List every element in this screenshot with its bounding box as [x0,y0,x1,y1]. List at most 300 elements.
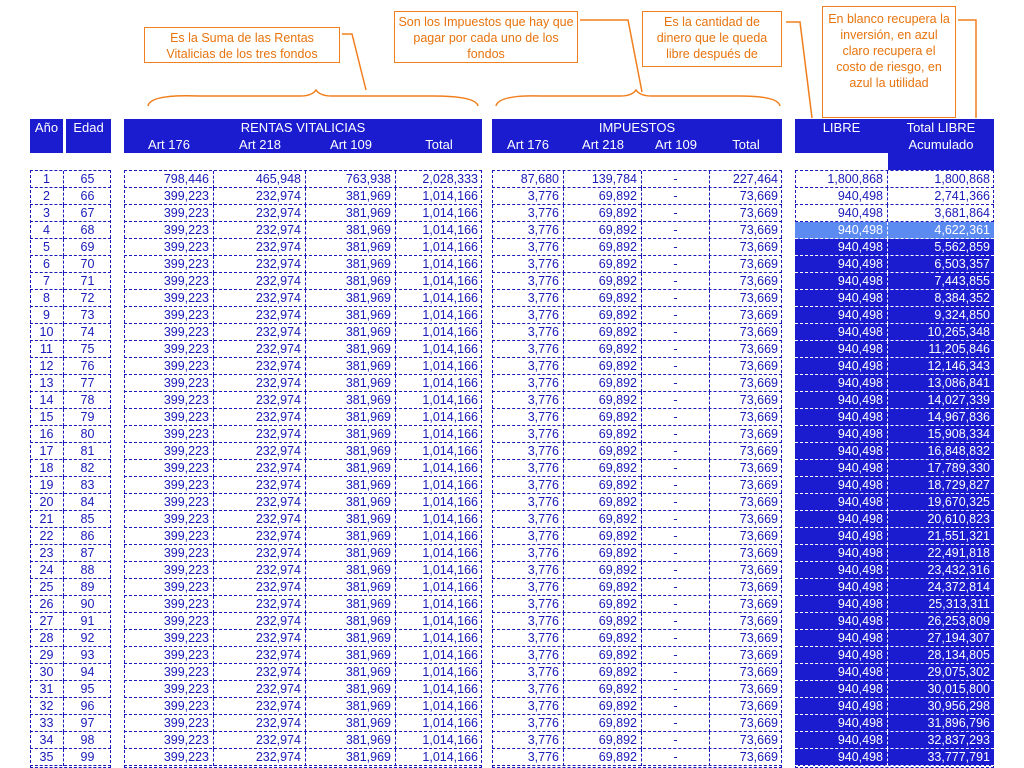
cell-impuestos-art109: - [642,664,710,681]
table-row [795,239,994,256]
cell-rentas-art176: 399,223 [124,579,214,596]
cell-total-acumulado: 29,075,302 [888,664,994,681]
cell-libre: 940,498 [795,579,888,596]
cell-rentas-total: 1,014,166 [422,189,478,203]
table-row [492,715,782,732]
cell-rentas-art218: 232,974 [214,698,306,715]
cell-libre: 940,498 [795,698,888,715]
cell-rentas-art218: 232,974 [214,460,306,477]
annotation-suma-rentas: Es la Suma de las Rentas Vitalicias de los tres fondos [144,27,340,63]
table-row [795,290,994,307]
cell-rentas-art176: 399,223 [124,681,214,698]
cell-anio: 1 [30,171,64,188]
cell-rentas-art218: 232,974 [214,562,306,579]
table-row [795,681,994,698]
cell-rentas-art218: 232,974 [214,222,306,239]
cell-impuestos-total: 73,669 [739,546,778,560]
cell-impuestos-total: 73,669 [739,189,778,203]
table-row [795,188,994,205]
cell-impuestos-total: 73,669 [739,393,778,407]
table-row [795,749,994,766]
cell-impuestos-art109: - [642,698,710,715]
cell-impuestos-art176: 3,776 [492,392,564,409]
table-row [795,273,994,290]
cell-anio: 8 [30,290,64,307]
cell-anio: 10 [30,324,64,341]
cell-rentas-art176: 399,223 [124,256,214,273]
table-row [124,596,482,613]
cell-edad: 96 [80,699,95,713]
cell-edad: 84 [80,495,95,509]
cell-anio: 22 [30,528,64,545]
cell-edad: 77 [80,376,95,390]
cell-impuestos-total: 73,669 [739,580,778,594]
cell-rentas-art109: 381,969 [306,477,396,494]
cell-edad: 99 [80,750,95,764]
cell-anio: 31 [30,681,64,698]
cell-rentas-art218: 465,948 [214,171,306,188]
cell-rentas-art109: 381,969 [306,205,396,222]
cell-total-acumulado: 7,443,855 [888,273,994,290]
table-row [124,715,482,732]
cell-rentas-total: 1,014,166 [422,631,478,645]
cell-impuestos-total: 73,669 [739,444,778,458]
cell-impuestos-art218: 69,892 [564,749,642,766]
header-impuestos: IMPUESTOS [492,119,782,136]
table-row [124,477,482,494]
cell-rentas-art218: 232,974 [214,596,306,613]
cell-rentas-art109: 381,969 [306,443,396,460]
cell-rentas-art176: 399,223 [124,528,214,545]
cell-rentas-art218: 232,974 [214,392,306,409]
cell-anio: 29 [30,647,64,664]
cell-rentas-art109: 381,969 [306,545,396,562]
table-row [124,324,482,341]
cell-impuestos-art218: 69,892 [564,494,642,511]
cell-libre: 940,498 [795,392,888,409]
table-row [30,528,111,545]
cell-impuestos-art218: 69,892 [564,273,642,290]
cell-libre: 940,498 [795,596,888,613]
row-divider [30,765,111,766]
cell-total-acumulado: 2,741,366 [934,189,990,203]
table-row [795,477,994,494]
table-row [492,698,782,715]
cell-rentas-art109: 381,969 [306,681,396,698]
header-anio: Año [30,119,63,153]
cell-anio: 27 [30,613,64,630]
table-row [124,188,482,205]
cell-impuestos-art109: - [642,630,710,647]
table-row [30,494,111,511]
cell-impuestos-art109: - [642,545,710,562]
cell-impuestos-total: 73,669 [739,495,778,509]
cell-impuestos-art109: - [642,715,710,732]
cell-rentas-art218: 232,974 [214,630,306,647]
cell-rentas-art176: 399,223 [124,664,214,681]
table-row [124,494,482,511]
cell-rentas-art109: 381,969 [306,392,396,409]
cell-total-acumulado: 30,956,298 [888,698,994,715]
table-row [795,426,994,443]
table-row [795,664,994,681]
cell-total-acumulado: 8,384,352 [888,290,994,307]
cell-rentas-total: 1,014,166 [422,733,478,747]
table-row [30,375,111,392]
cell-total-acumulado: 6,503,357 [888,256,994,273]
table-row [492,375,782,392]
cell-impuestos-art218: 69,892 [564,511,642,528]
table-row [124,239,482,256]
cell-impuestos-art176: 3,776 [492,579,564,596]
cell-edad: 87 [80,546,95,560]
cell-impuestos-art218: 69,892 [564,290,642,307]
cell-impuestos-total: 73,669 [739,342,778,356]
table-row [492,613,782,630]
cell-rentas-art218: 232,974 [214,239,306,256]
cell-total-acumulado: 19,670,325 [888,494,994,511]
cell-rentas-art176: 399,223 [124,715,214,732]
cell-rentas-art109: 381,969 [306,358,396,375]
cell-edad: 95 [80,682,95,696]
cell-impuestos-total: 73,669 [739,529,778,543]
cell-rentas-art176: 399,223 [124,596,214,613]
cell-libre: 940,498 [795,664,888,681]
table-row [492,647,782,664]
cell-anio: 20 [30,494,64,511]
table-row [492,511,782,528]
cell-total-acumulado: 1,800,868 [934,172,990,186]
cell-libre: 940,498 [795,188,888,205]
table-row [795,205,994,222]
cell-rentas-art218: 232,974 [214,188,306,205]
cell-impuestos-art176: 3,776 [492,749,564,766]
table-row [124,392,482,409]
cell-libre: 940,498 [795,307,888,324]
cell-rentas-art176: 399,223 [124,477,214,494]
cell-rentas-total: 1,014,166 [422,580,478,594]
cell-edad: 82 [80,461,95,475]
cell-rentas-total: 1,014,166 [422,478,478,492]
cell-impuestos-total: 73,669 [739,410,778,424]
cell-libre: 940,498 [795,256,888,273]
cell-anio: 18 [30,460,64,477]
table-row [30,256,111,273]
cell-impuestos-art109: - [642,494,710,511]
annotation-colores: En blanco recupera la inversión, en azul claro recupera el costo de riesgo, en azul la utilidad [822,6,956,118]
cell-rentas-art176: 399,223 [124,290,214,307]
cell-total-acumulado: 22,491,818 [888,545,994,562]
table-row [492,307,782,324]
cell-rentas-art218: 232,974 [214,477,306,494]
cell-rentas-art176: 399,223 [124,460,214,477]
cell-impuestos-art176: 3,776 [492,222,564,239]
cell-libre: 940,498 [795,324,888,341]
cell-anio: 16 [30,426,64,443]
cell-rentas-art109: 381,969 [306,511,396,528]
cell-edad: 72 [80,291,95,305]
cell-impuestos-art109: - [642,205,710,222]
cell-impuestos-art109: - [642,562,710,579]
cell-impuestos-art176: 3,776 [492,528,564,545]
cell-libre: 940,498 [795,647,888,664]
table-row [30,545,111,562]
cell-libre: 940,498 [795,239,888,256]
cell-rentas-total: 1,014,166 [422,427,478,441]
cell-libre: 940,498 [795,341,888,358]
cell-rentas-art109: 381,969 [306,630,396,647]
cell-impuestos-total: 73,669 [739,733,778,747]
table-row [492,171,782,188]
cell-rentas-art109: 763,938 [306,171,396,188]
cell-rentas-art218: 232,974 [214,426,306,443]
cell-impuestos-total: 73,669 [739,750,778,764]
table-row [30,613,111,630]
cell-edad: 90 [80,597,95,611]
cell-impuestos-art218: 69,892 [564,715,642,732]
cell-rentas-art176: 399,223 [124,647,214,664]
cell-rentas-art109: 381,969 [306,647,396,664]
table-row [492,392,782,409]
cell-impuestos-total: 73,669 [739,274,778,288]
cell-rentas-art176: 399,223 [124,630,214,647]
cell-impuestos-art109: - [642,749,710,766]
cell-impuestos-art218: 69,892 [564,409,642,426]
header-impuestos-art109: Art 109 [642,136,710,153]
cell-anio: 15 [30,409,64,426]
cell-rentas-art176: 399,223 [124,188,214,205]
cell-edad: 75 [80,342,95,356]
cell-rentas-art109: 381,969 [306,409,396,426]
cell-rentas-art109: 381,969 [306,579,396,596]
cell-rentas-art176: 399,223 [124,494,214,511]
cell-impuestos-art218: 69,892 [564,647,642,664]
cell-rentas-total: 1,014,166 [422,648,478,662]
cell-impuestos-art176: 3,776 [492,307,564,324]
cell-impuestos-art176: 3,776 [492,426,564,443]
cell-rentas-art176: 399,223 [124,613,214,630]
header-total-libre-acumulado: Total LIBRE Acumulado [888,119,994,170]
cell-rentas-art109: 381,969 [306,375,396,392]
table-row [795,596,994,613]
cell-total-acumulado: 9,324,850 [888,307,994,324]
cell-rentas-art218: 232,974 [214,205,306,222]
table-row [124,647,482,664]
table-row [795,647,994,664]
table-row [30,477,111,494]
cell-impuestos-art218: 69,892 [564,426,642,443]
cell-impuestos-art176: 3,776 [492,375,564,392]
cell-rentas-art109: 381,969 [306,239,396,256]
cell-impuestos-art176: 3,776 [492,290,564,307]
cell-impuestos-art109: - [642,579,710,596]
cell-rentas-art109: 381,969 [306,307,396,324]
cell-rentas-total: 1,014,166 [422,308,478,322]
cell-rentas-art176: 399,223 [124,443,214,460]
cell-rentas-total: 1,014,166 [422,376,478,390]
table-row [124,630,482,647]
cell-rentas-art218: 232,974 [214,409,306,426]
table-row [795,494,994,511]
cell-impuestos-art109: - [642,477,710,494]
cell-total-acumulado: 5,562,859 [888,239,994,256]
cell-total-acumulado: 14,027,339 [888,392,994,409]
cell-impuestos-art176: 3,776 [492,613,564,630]
cell-impuestos-art109: - [642,426,710,443]
cell-libre: 940,498 [795,375,888,392]
header-rentas-art218: Art 218 [214,136,306,153]
cell-rentas-total: 1,014,166 [422,529,478,543]
table-row [124,307,482,324]
cell-edad: 69 [80,240,95,254]
cell-rentas-art218: 232,974 [214,273,306,290]
cell-edad: 88 [80,563,95,577]
cell-impuestos-art218: 69,892 [564,341,642,358]
cell-rentas-total: 1,014,166 [422,410,478,424]
table-row [30,749,111,766]
cell-rentas-total: 1,014,166 [422,546,478,560]
cell-libre: 940,498 [795,528,888,545]
cell-rentas-art109: 381,969 [306,324,396,341]
cell-impuestos-art109: - [642,256,710,273]
cell-impuestos-art176: 3,776 [492,698,564,715]
header-rentas-vitalicias: RENTAS VITALICIAS [124,119,482,136]
cell-libre: 940,498 [795,460,888,477]
cell-impuestos-art109: - [642,341,710,358]
table-row [124,426,482,443]
cell-rentas-art109: 381,969 [306,732,396,749]
cell-impuestos-art176: 3,776 [492,409,564,426]
cell-anio: 17 [30,443,64,460]
table-row [492,460,782,477]
cell-rentas-art176: 399,223 [124,341,214,358]
header-rentas-art176: Art 176 [124,136,214,153]
table-row [30,171,111,188]
cell-impuestos-art176: 3,776 [492,511,564,528]
cell-rentas-art176: 798,446 [124,171,214,188]
cell-rentas-art218: 232,974 [214,664,306,681]
cell-total-acumulado: 23,432,316 [888,562,994,579]
cell-rentas-art109: 381,969 [306,494,396,511]
table-row [124,664,482,681]
table-row [492,732,782,749]
cell-libre: 940,498 [795,443,888,460]
cell-impuestos-art176: 3,776 [492,664,564,681]
table-row [795,307,994,324]
cell-impuestos-total: 73,669 [739,699,778,713]
cell-impuestos-total: 73,669 [739,614,778,628]
table-row [795,341,994,358]
table-row [30,222,111,239]
table-row [124,358,482,375]
table-row [795,222,994,239]
table-row [124,256,482,273]
cell-edad: 98 [80,733,95,747]
cell-impuestos-art218: 69,892 [564,256,642,273]
cell-impuestos-total: 73,669 [739,478,778,492]
cell-total-acumulado: 32,837,293 [888,732,994,749]
cell-rentas-art176: 399,223 [124,273,214,290]
table-row [30,239,111,256]
cell-impuestos-art109: - [642,273,710,290]
cell-rentas-total: 1,014,166 [422,240,478,254]
table-row [795,715,994,732]
cell-libre: 940,498 [795,494,888,511]
cell-edad: 91 [80,614,95,628]
header-impuestos-art176: Art 176 [492,136,564,153]
cell-impuestos-art218: 139,784 [564,171,642,188]
cell-impuestos-total: 73,669 [739,682,778,696]
cell-rentas-art176: 399,223 [124,324,214,341]
table-row [492,188,782,205]
cell-impuestos-art109: - [642,307,710,324]
cell-impuestos-art109: - [642,222,710,239]
cell-edad: 92 [80,631,95,645]
table-row [30,511,111,528]
cell-impuestos-total: 73,669 [739,223,778,237]
table-row [30,205,111,222]
cell-rentas-art218: 232,974 [214,443,306,460]
cell-impuestos-art218: 69,892 [564,562,642,579]
cell-libre: 940,498 [795,426,888,443]
table-row [795,392,994,409]
table-row [795,171,994,188]
cell-impuestos-art109: - [642,732,710,749]
table-row [124,698,482,715]
cell-anio: 23 [30,545,64,562]
cell-edad: 93 [80,648,95,662]
table-row [492,341,782,358]
cell-rentas-total: 1,014,166 [422,444,478,458]
table-row [795,375,994,392]
cell-rentas-total: 1,014,166 [422,563,478,577]
cell-impuestos-total: 73,669 [739,716,778,730]
table-row [30,732,111,749]
cell-rentas-art109: 381,969 [306,664,396,681]
table-row [492,494,782,511]
table-row [124,545,482,562]
table-row [492,273,782,290]
cell-rentas-art176: 399,223 [124,392,214,409]
cell-impuestos-art176: 3,776 [492,647,564,664]
cell-libre: 940,498 [795,732,888,749]
cell-total-acumulado: 31,896,796 [888,715,994,732]
cell-edad: 66 [80,189,95,203]
table-row [30,188,111,205]
cell-rentas-art218: 232,974 [214,579,306,596]
table-row [492,681,782,698]
header-rentas-total: Total [396,136,482,153]
table-row [124,579,482,596]
cell-impuestos-art109: - [642,375,710,392]
cell-rentas-total: 1,014,166 [422,206,478,220]
cell-rentas-art218: 232,974 [214,681,306,698]
cell-libre: 940,498 [795,562,888,579]
table-row [795,698,994,715]
table-row [492,545,782,562]
cell-rentas-art176: 399,223 [124,222,214,239]
table-row [30,324,111,341]
cell-rentas-total: 1,014,166 [422,665,478,679]
cell-rentas-art176: 399,223 [124,732,214,749]
cell-edad: 74 [80,325,95,339]
cell-impuestos-art176: 3,776 [492,494,564,511]
cell-total-acumulado: 20,610,823 [888,511,994,528]
table-row [492,477,782,494]
cell-impuestos-art109: - [642,324,710,341]
cell-rentas-art218: 232,974 [214,528,306,545]
cell-total-acumulado: 15,908,334 [888,426,994,443]
